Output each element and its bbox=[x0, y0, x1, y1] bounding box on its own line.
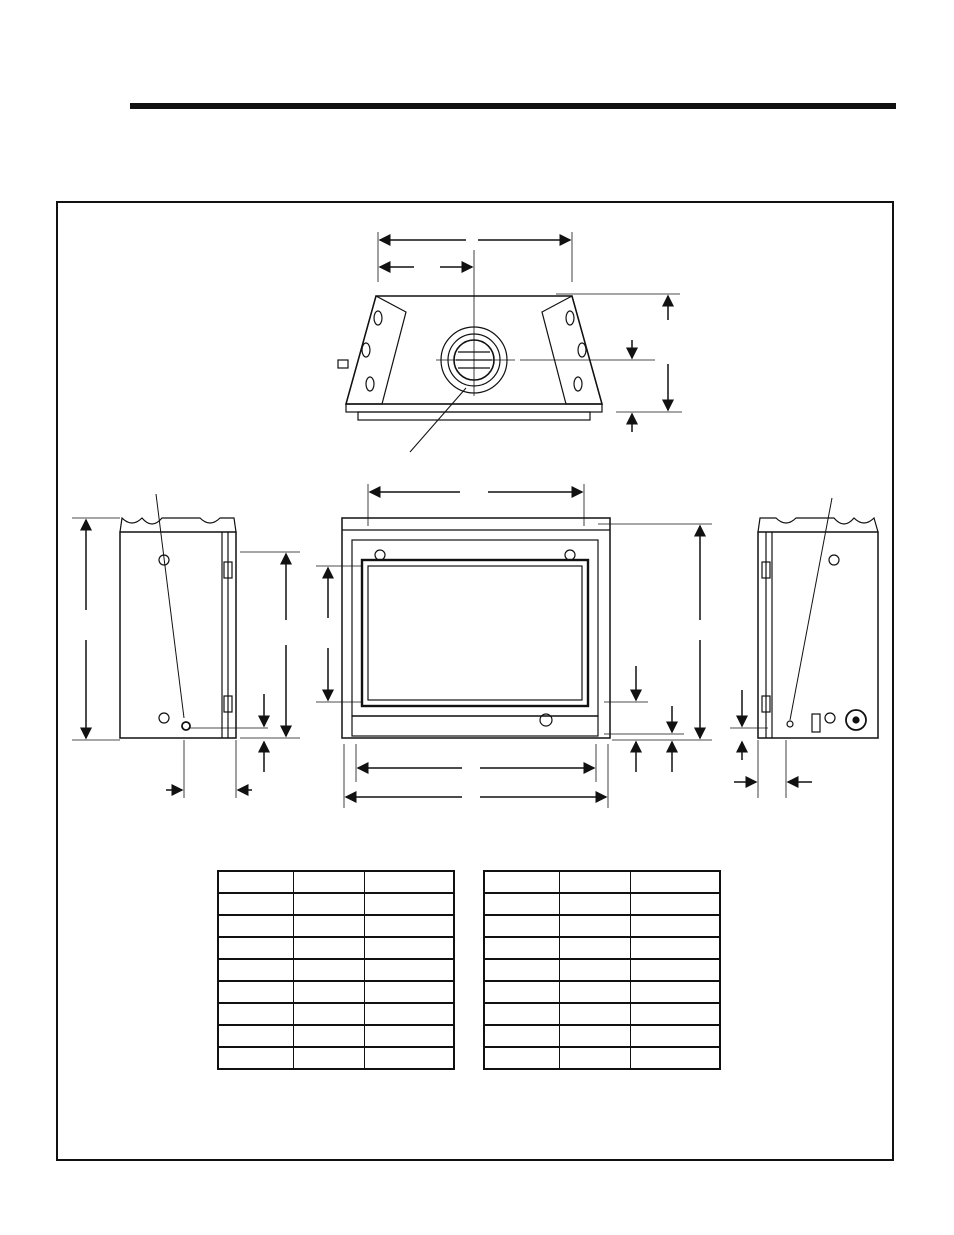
table-row bbox=[218, 937, 454, 959]
table-row bbox=[484, 937, 720, 959]
table-row bbox=[484, 1025, 720, 1047]
table-row bbox=[218, 1003, 454, 1025]
table-row bbox=[484, 1003, 720, 1025]
front-view bbox=[316, 484, 712, 808]
table-row bbox=[218, 915, 454, 937]
table-row bbox=[484, 959, 720, 981]
top-view bbox=[338, 232, 682, 452]
left-side-view bbox=[72, 494, 300, 798]
table-row bbox=[218, 871, 454, 893]
left-dimension-table bbox=[217, 870, 455, 1070]
table-row bbox=[218, 893, 454, 915]
table-row bbox=[218, 981, 454, 1003]
table-row bbox=[484, 915, 720, 937]
table-row bbox=[484, 871, 720, 893]
table-row bbox=[218, 1025, 454, 1047]
right-dimension-table bbox=[483, 870, 721, 1070]
table-row bbox=[484, 1047, 720, 1069]
table-row bbox=[218, 959, 454, 981]
table-row bbox=[484, 981, 720, 1003]
right-side-view bbox=[730, 498, 878, 798]
table-row bbox=[218, 1047, 454, 1069]
table-row bbox=[484, 893, 720, 915]
